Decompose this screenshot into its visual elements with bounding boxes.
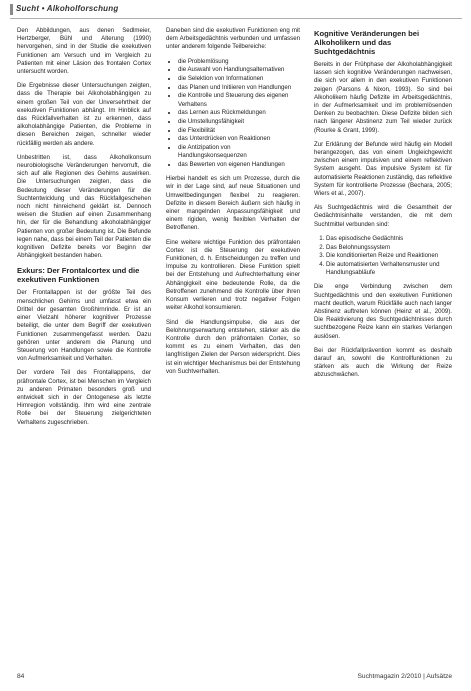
section-heading-excursus: Exkurs: Der Frontalcortex und die exekutiven Funktionen	[17, 266, 140, 285]
journal-name: Suchtmagazin 2/2010 | Aufsätze	[357, 673, 452, 680]
list-item: • das Unterdrücken von Reaktionen	[178, 135, 300, 143]
paragraph: Sind die Handlungsimpulse, die aus der Belohnungserwartung entstehen, stärker als die Kontrolle durch den präfrontalen Cortex, so kommt es zu einem Verhalten, das den langfristigen Zielen der Person widerspricht. Dies ist ein wichtiger Mechanismus bei der Entstehung von Suchtverhalten.	[166, 318, 300, 375]
list-item: • die Flexibilität	[178, 127, 300, 135]
paragraph: Der vordere Teil des Frontallappens, der präfrontale Cortex, ist bei Menschen im Vergleich zu anderen Primaten besonders groß und entwickelt sich in der Ontogenese als letzte Hirnregion vollständig. Ihm wird eine zentrale Rolle bei der Steuerung zielgerichteten Verhaltens zugeschrieben.	[17, 369, 151, 426]
paragraph: Hierbei handelt es sich um Prozesse, durch die wir in der Lage sind, auf neue Situationen und Umweltbedingungen flexibel zu reagieren. Defizite in diesem Bereich äußern sich häufig in einer mangelnden Anpassungsfähigkeit und einem rigiden, wenig flexiblen Verhalten der Betroffenen.	[166, 175, 300, 232]
numbered-list-addiction-memory	[314, 235, 452, 278]
header-accent-bar	[10, 4, 13, 15]
paragraph: Der Frontallappen ist der größte Teil des menschlichen Gehirns und umfasst etwa ein Drittel der gesamten Großhirnrinde. Er ist an einer Vielzahl höherer kognitiver Prozesse beteiligt, die unter dem Begriff der exekutiven Funktionen zusammengefasst werden. Dazu gehören unter anderem die Planung und Steuerung von Handlungen sowie die Kontrolle von Aufmerksamkeit und Verhalten.	[17, 289, 151, 363]
section-heading-cognitive-changes: Kognitive Veränderungen bei Alkoholikern und das Suchtgedächtnis	[314, 29, 420, 56]
list-item: • das Bewerten von eigenen Handlungen	[178, 161, 300, 169]
list-item: • die Umstellungsfähigkeit	[178, 118, 300, 126]
list-item: • die Antizipation von Handlungskonsequenzen	[178, 144, 300, 160]
list-item: • die Auswahl von Handlungsalternativen	[178, 66, 300, 74]
list-item: 3. Die konditionierten Reize und Reaktionen	[326, 252, 452, 260]
list-item: • die Selektion von Informationen	[178, 75, 300, 83]
list-item: • die Problemlösung	[178, 58, 300, 66]
list-item: • das Lernen aus Rückmeldungen	[178, 109, 300, 117]
list-item: • die Kontrolle und Steuerung des eigenen Verhaltens	[178, 92, 300, 108]
page-number: 84	[17, 673, 25, 680]
paragraph: Zur Erklärung der Befunde wird häufig ein Modell herangezogen, das von einem Ungleichgewicht zwischen einem impulsiven und einem reflektiven System ausgeht. Das impulsive System ist für automatisierte Reaktionen zuständig, das reflektive System für kontrollierte Prozesse (Bechara, 2005; Wiers et al., 2007).	[314, 140, 452, 198]
paragraph: Eine weitere wichtige Funktion des präfrontalen Cortex ist die Steuerung der exekutiven Funktionen, d. h. Entscheidungen zu treffen und Impulse zu kontrollieren. Diese Funktion spielt bei der Entstehung und Aufrechterhaltung einer Abhängigkeit eine bedeutende Rolle, da die Betroffenen zunehmend die Kontrolle über ihren Konsum verlieren und trotz negativer Folgen weiter Alkohol konsumieren.	[166, 238, 300, 312]
paragraph: Unbestritten ist, dass Alkoholkonsum neurobiologische Veränderungen hervorruft, die sich auf alle Regionen des Gehirns auswirken. Die Untersuchungen zeigten, dass die Bedeutung dieser Veränderungen für die Suchtentwicklung und das Rückfallgeschehen noch nicht hinreichend geklärt ist. Dennoch weisen die Studien auf einen Zusammenhang hin, der für die Behandlung alkoholabhängiger Patienten von großer Bedeutung ist. Die Befunde legen nahe, dass bei einem Teil der Patienten die kognitiven Defizite bereits vor Beginn der Abhängigkeit bestanden haben.	[17, 153, 151, 260]
column-middle	[166, 27, 300, 382]
list-item: 1. Das episodische Gedächtnis	[326, 235, 452, 243]
list-item: 2. Das Belohnungssystem	[326, 244, 452, 252]
paragraph: Bei der Rückfallprävention kommt es deshalb darauf an, sowohl die Kontrollfunktionen zu stärken als auch die Wirkung der Reize abzuschwächen.	[314, 346, 452, 379]
paragraph: Den Abbildungen, aus denen Sedlmeier, Hertzberger, Bühl und Alterung (1990) hervorgehen, sind in der Studie die exekutiven Funktionen am Versuch und im Vergleich zu Patienten mit einer Läsion des frontalen Cortex untersucht worden.	[17, 27, 151, 76]
paragraph: Die Ergebnisse dieser Untersuchungen zeigten, dass die Therapie bei Alkoholabhängigen zu einem großen Teil von der Unversehrtheit der exekutiven Funktionen abhängt. Im Hinblick auf das Rückfallverhalten ist zu erkennen, dass alkoholabhängige Patienten, die Probleme in diesen Bereichen zeigen, schneller wieder rückfällig werden als andere.	[17, 82, 151, 147]
list-item: • das Planen und Initiieren von Handlungen	[178, 84, 300, 92]
paragraph: Bereits in der Frühphase der Alkoholabhängigkeit lassen sich kognitive Veränderungen nachweisen, die sich vor allem in den exekutiven Funktionen zeigen (Parsons & Nixon, 1993). So sind bei Alkoholikern häufig Defizite im Arbeitsgedächtnis, in der Aufmerksamkeit und im problemlösenden Denken zu beobachten. Diese Defizite bilden sich nach längerer Abstinenz zum Teil wieder zurück (Rourke & Grant, 1999).	[314, 61, 452, 134]
paragraph: Als Suchtgedächtnis wird die Gesamtheit der Gedächtnisinhalte verstanden, die mit dem Suchtmittel verbunden sind:	[314, 204, 452, 228]
column-right	[314, 27, 452, 386]
header-title: Sucht • Alkoholforschung	[16, 4, 119, 13]
bullet-list-executive-functions	[166, 58, 300, 170]
column-left	[17, 27, 151, 433]
paragraph: Die enge Verbindung zwischen dem Suchtgedächtnis und den exekutiven Funktionen macht deutlich, warum Rückfälle auch nach langer Abstinenz auftreten können (Heinz et al., 2009). Die Reaktivierung des Suchtgedächtnisses durch suchtbezogene Reize kann ein starkes Verlangen auslösen.	[314, 283, 452, 340]
running-header	[10, 0, 462, 19]
list-item: 4. Die automatisierten Verhaltensmuster und Handlungsabläufe	[326, 261, 452, 277]
paragraph: Daneben sind die exekutiven Funktionen eng mit dem Arbeitsgedächtnis verbunden und umfassen unter anderem folgende Teilbereiche:	[166, 27, 300, 51]
